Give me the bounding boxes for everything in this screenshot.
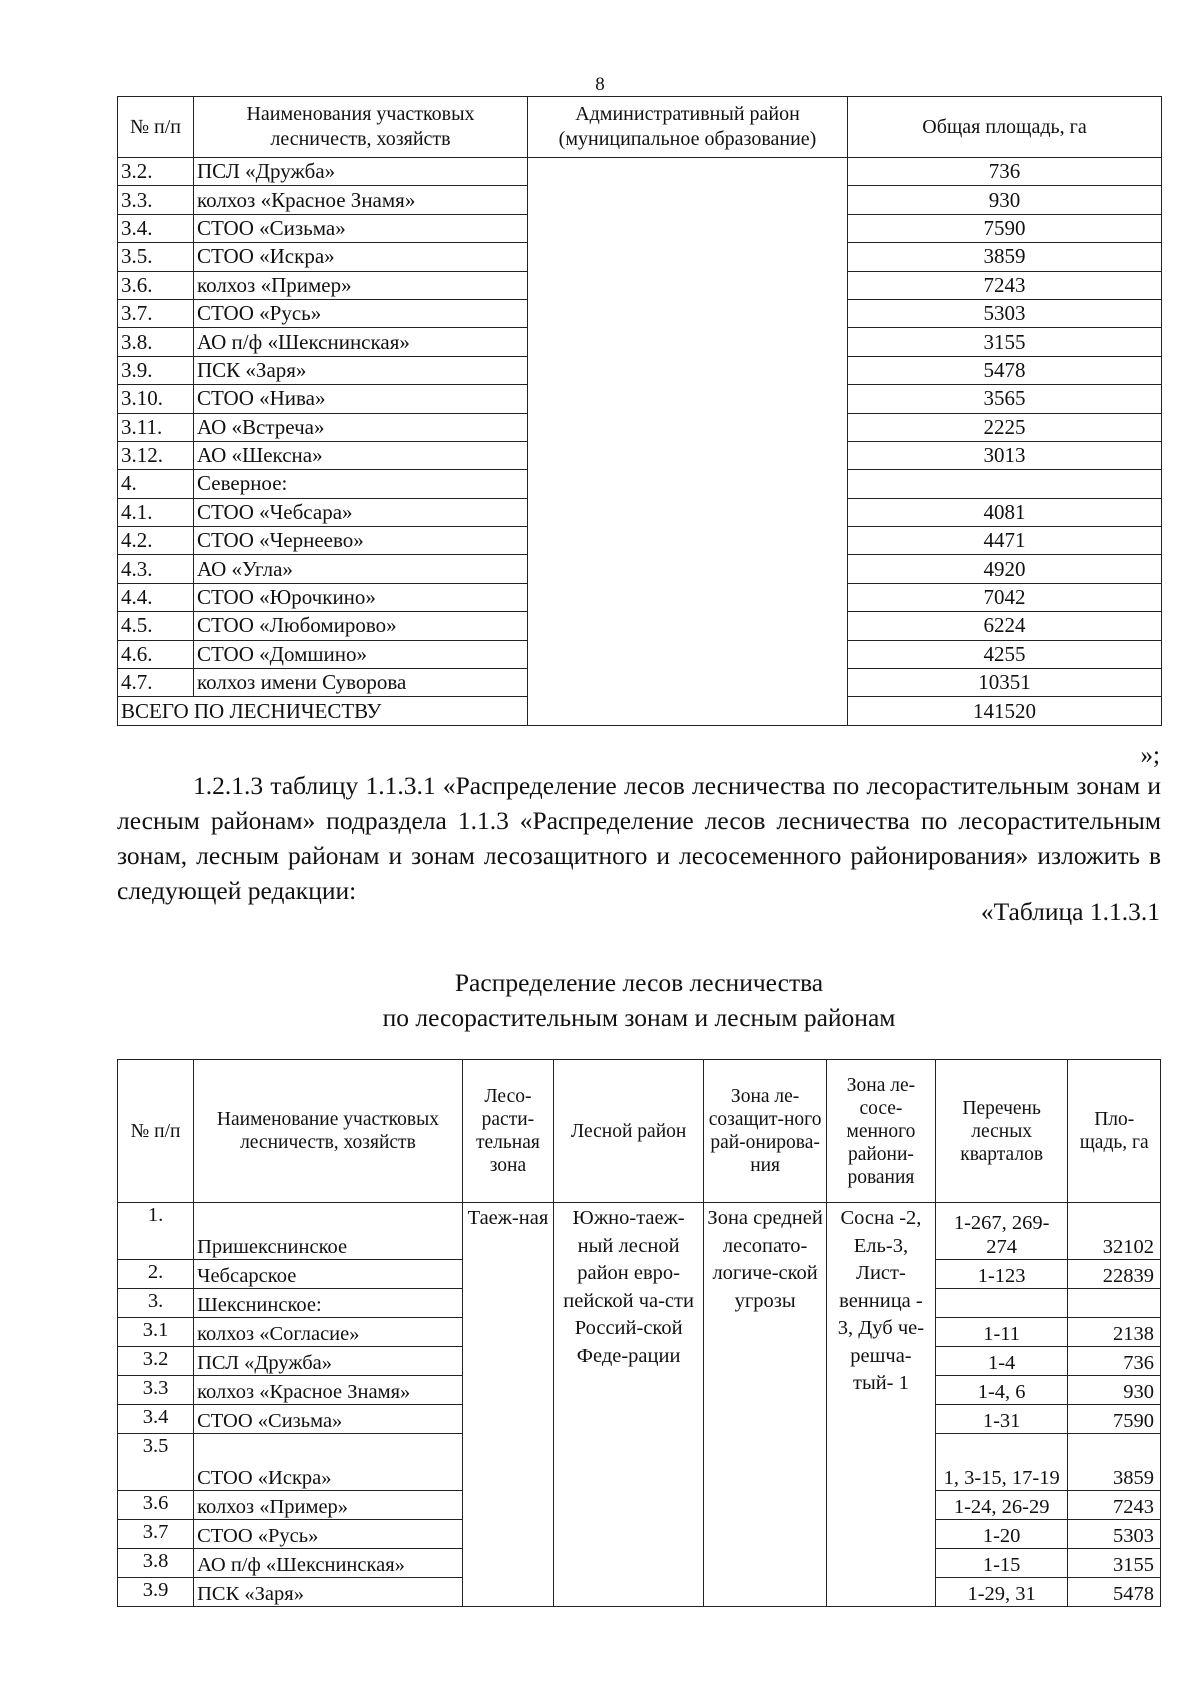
cell-num: 3.10. <box>118 385 194 413</box>
cell-num: 3.9. <box>118 356 194 384</box>
cell-name: Пришекснинское <box>194 1203 463 1260</box>
cell-num: 4.4. <box>118 583 194 611</box>
cell-area: 4255 <box>848 640 1162 668</box>
cell-area: 3565 <box>848 385 1162 413</box>
header-num: № п/п <box>118 97 194 158</box>
cell-area: 3155 <box>1068 1549 1161 1578</box>
table-row <box>118 1203 1161 1260</box>
cell-name: Шекснинское: <box>194 1289 463 1318</box>
cell-quarters <box>935 1289 1068 1318</box>
header-district: Административный район (муниципальное образование) <box>528 97 848 158</box>
cell-num: 4.1. <box>118 498 194 526</box>
cell-area: 930 <box>1068 1376 1161 1405</box>
cell-name: Северное: <box>194 470 528 498</box>
cell-num: 4.3. <box>118 555 194 583</box>
cell-name: колхоз «Пример» <box>194 271 528 299</box>
cell-name: Чебсарское <box>194 1260 463 1289</box>
cell-quarters: 1-20 <box>935 1520 1068 1549</box>
cell-area: 5303 <box>848 299 1162 327</box>
closing-quote: »; <box>1140 742 1160 769</box>
cell-district-empty <box>528 158 848 726</box>
cell-name: колхоз «Красное Знамя» <box>194 186 528 214</box>
cell-quarters: 1, 3-15, 17-19 <box>935 1434 1068 1491</box>
header-quarters: Перечень лесных кварталов <box>935 1060 1068 1203</box>
cell-area: 7243 <box>1068 1491 1161 1520</box>
cell-area: 7590 <box>1068 1405 1161 1434</box>
header-num: № п/п <box>118 1060 194 1203</box>
forest-zones-table <box>117 1059 1161 1607</box>
cell-num: 3.5 <box>118 1434 194 1491</box>
cell-seed-zone: Сосна -2, Ель-3, Лист-венница - 3, Дуб че-решча-тый- 1 <box>827 1203 936 1607</box>
cell-num: 3.8 <box>118 1549 194 1578</box>
total-area: 141520 <box>848 697 1162 725</box>
cell-quarters: 1-24, 26-29 <box>935 1491 1068 1520</box>
header-area: Общая площадь, га <box>848 97 1162 158</box>
amendment-paragraph <box>117 768 1161 908</box>
cell-area: 3013 <box>848 441 1162 469</box>
table-caption-line2: по лесорастительным зонам и лесным районам <box>382 1003 896 1032</box>
cell-quarters: 1-15 <box>935 1549 1068 1578</box>
forestry-area-table <box>117 96 1162 726</box>
table-reference: «Таблица 1.1.3.1 <box>980 897 1160 926</box>
cell-num: 3.11. <box>118 413 194 441</box>
cell-num: 3.7. <box>118 299 194 327</box>
header-area: Пло-щадь, га <box>1068 1060 1161 1203</box>
cell-area: 736 <box>1068 1347 1161 1376</box>
cell-name: СТОО «Нива» <box>194 385 528 413</box>
cell-name: ПСК «Заря» <box>194 1578 463 1607</box>
cell-name: СТОО «Искра» <box>194 243 528 271</box>
cell-veg-zone: Таеж-ная <box>462 1203 553 1607</box>
cell-quarters: 1-123 <box>935 1260 1068 1289</box>
cell-num: 3.12. <box>118 441 194 469</box>
cell-num: 4.5. <box>118 612 194 640</box>
table-row <box>118 158 1162 186</box>
cell-name: АО «Встреча» <box>194 413 528 441</box>
cell-name: СТОО «Сизьма» <box>194 214 528 242</box>
cell-area: 6224 <box>848 612 1162 640</box>
cell-area: 930 <box>848 186 1162 214</box>
cell-name: СТОО «Искра» <box>194 1434 463 1491</box>
header-name: Наименования участковых лесничеств, хозяйств <box>194 97 528 158</box>
cell-name: ПСК «Заря» <box>194 356 528 384</box>
table-header-row <box>118 1060 1161 1203</box>
header-seed-zone: Зона ле-сосе-менного райони-рования <box>827 1060 936 1203</box>
cell-area: 4471 <box>848 527 1162 555</box>
cell-area: 5478 <box>848 356 1162 384</box>
cell-num: 3.9 <box>118 1578 194 1607</box>
cell-area: 3859 <box>1068 1434 1161 1491</box>
cell-name: АО п/ф «Шекснинская» <box>194 1549 463 1578</box>
cell-num: 3.3. <box>118 186 194 214</box>
cell-area <box>1068 1289 1161 1318</box>
table-caption-line1: Распределение лесов лесничества <box>454 968 824 997</box>
cell-area: 7042 <box>848 583 1162 611</box>
cell-name: СТОО «Чернеево» <box>194 527 528 555</box>
cell-name: СТОО «Сизьма» <box>194 1405 463 1434</box>
cell-name: колхоз имени Суворова <box>194 669 528 697</box>
cell-name: АО «Шексна» <box>194 441 528 469</box>
cell-num: 1. <box>118 1203 194 1260</box>
cell-area: 22839 <box>1068 1260 1161 1289</box>
cell-protection-zone: Зона средней лесопато-логиче-ской угрозы <box>704 1203 827 1607</box>
cell-area: 4081 <box>848 498 1162 526</box>
cell-num: 3.4 <box>118 1405 194 1434</box>
page-number: 8 <box>595 74 605 95</box>
cell-num: 4.2. <box>118 527 194 555</box>
cell-quarters: 1-31 <box>935 1405 1068 1434</box>
cell-num: 3.6. <box>118 271 194 299</box>
cell-quarters: 1-267, 269-274 <box>935 1203 1068 1260</box>
cell-name: ПСЛ «Дружба» <box>194 1347 463 1376</box>
header-veg-zone: Лесо-расти-тельная зона <box>462 1060 553 1203</box>
cell-num: 3.8. <box>118 328 194 356</box>
cell-quarters: 1-11 <box>935 1318 1068 1347</box>
cell-name: СТОО «Русь» <box>194 1520 463 1549</box>
cell-area: 5303 <box>1068 1520 1161 1549</box>
cell-name: СТОО «Чебсара» <box>194 498 528 526</box>
header-protection-zone: Зона ле-созащит-ного рай-онирова-ния <box>704 1060 827 1203</box>
cell-name: ПСЛ «Дружба» <box>194 158 528 186</box>
table-header-row <box>118 97 1162 158</box>
cell-num: 4.7. <box>118 669 194 697</box>
cell-num: 3. <box>118 1289 194 1318</box>
cell-name: колхоз «Согласие» <box>194 1318 463 1347</box>
cell-name: СТОО «Юрочкино» <box>194 583 528 611</box>
cell-num: 2. <box>118 1260 194 1289</box>
cell-area: 5478 <box>1068 1578 1161 1607</box>
cell-area: 3859 <box>848 243 1162 271</box>
cell-name: АО «Угла» <box>194 555 528 583</box>
header-name: Наименование участковых лесничеств, хозяйств <box>194 1060 463 1203</box>
total-label: ВСЕГО ПО ЛЕСНИЧЕСТВУ <box>118 697 528 725</box>
cell-num: 3.5. <box>118 243 194 271</box>
cell-area: 2225 <box>848 413 1162 441</box>
cell-quarters: 1-4, 6 <box>935 1376 1068 1405</box>
paragraph-text: 1.2.1.3 таблицу 1.1.3.1 «Распределение лесов лесничества по лесорастительным зонам и лесным районам» подраздела 1.1.3 «Распределение лесов лесничества по лесорастительным зонам, лесным районам и зонам лесозащитного и лесосеменного районирования» изложить в следующей редакции: <box>117 771 1161 905</box>
cell-area: 4920 <box>848 555 1162 583</box>
cell-forest-region: Южно-таеж-ный лесной район евро-пейской ча-сти Россий-ской Феде-рации <box>554 1203 704 1607</box>
cell-num: 4.6. <box>118 640 194 668</box>
cell-area: 32102 <box>1068 1203 1161 1260</box>
cell-quarters: 1-4 <box>935 1347 1068 1376</box>
cell-area: 736 <box>848 158 1162 186</box>
cell-num: 3.1 <box>118 1318 194 1347</box>
cell-area: 10351 <box>848 669 1162 697</box>
cell-num: 3.7 <box>118 1520 194 1549</box>
cell-num: 4. <box>118 470 194 498</box>
cell-num: 3.3 <box>118 1376 194 1405</box>
cell-name: СТОО «Домшино» <box>194 640 528 668</box>
cell-num: 3.4. <box>118 214 194 242</box>
cell-name: колхоз «Пример» <box>194 1491 463 1520</box>
cell-area: 7590 <box>848 214 1162 242</box>
cell-area <box>848 470 1162 498</box>
cell-num: 3.2 <box>118 1347 194 1376</box>
cell-num: 3.2. <box>118 158 194 186</box>
cell-name: АО п/ф «Шекснинская» <box>194 328 528 356</box>
cell-area: 3155 <box>848 328 1162 356</box>
cell-name: колхоз «Красное Знамя» <box>194 1376 463 1405</box>
cell-area: 2138 <box>1068 1318 1161 1347</box>
cell-quarters: 1-29, 31 <box>935 1578 1068 1607</box>
cell-name: СТОО «Русь» <box>194 299 528 327</box>
cell-area: 7243 <box>848 271 1162 299</box>
header-forest-region: Лесной район <box>554 1060 704 1203</box>
cell-name: СТОО «Любомирово» <box>194 612 528 640</box>
cell-num: 3.6 <box>118 1491 194 1520</box>
